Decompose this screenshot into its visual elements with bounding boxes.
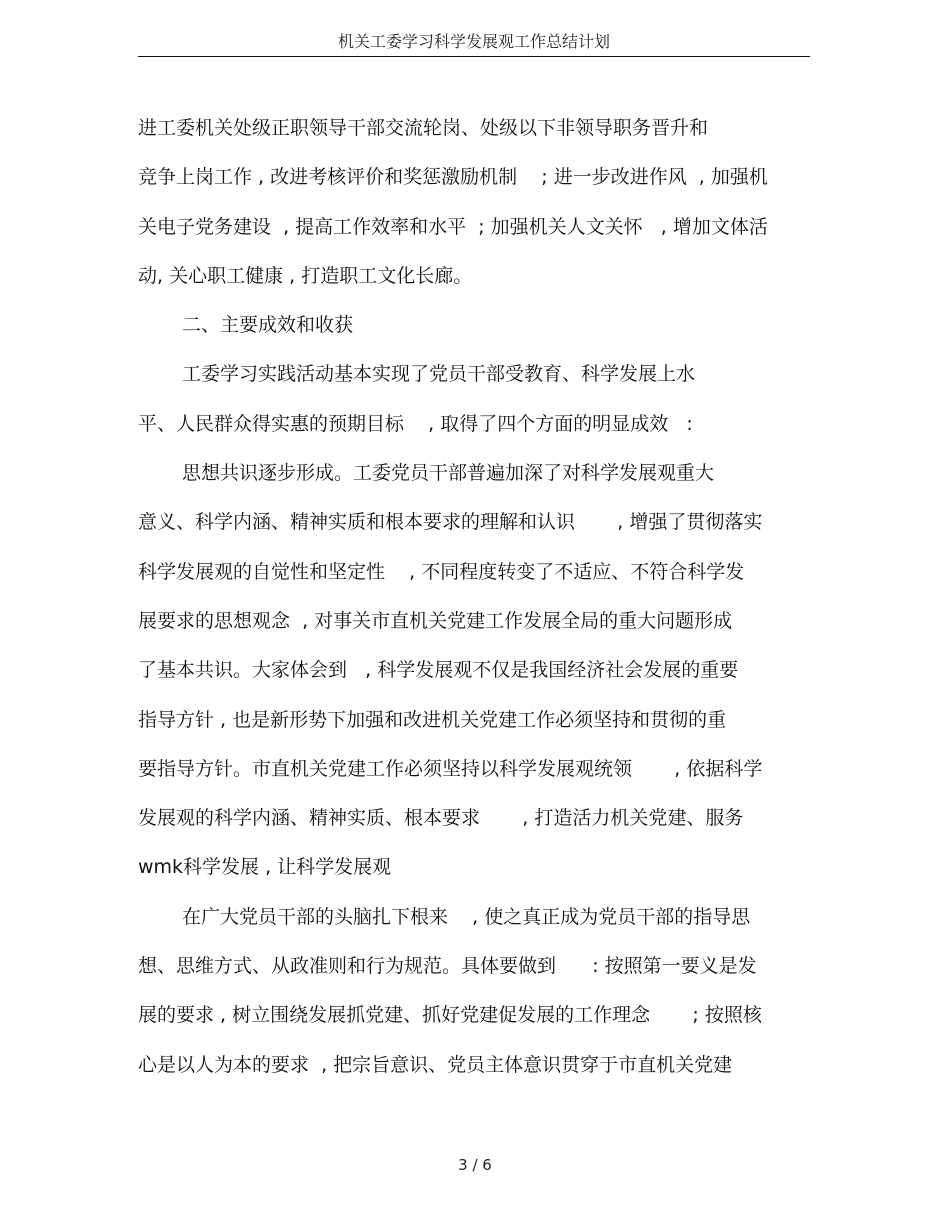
text-line: 想、思维方式、从政准则和行为规范。具体要做到 : 按照第一要义是发 [138, 955, 757, 978]
text-line: 要指导方针。市直机关党建工作必须坚持以科学发展观统领 , 依据科学 [138, 757, 763, 780]
text-line: 平、人民群众得实惠的预期目标 , 取得了四个方面的明显成效 : [138, 412, 693, 435]
text-line: 了基本共识。大家体会到 , 科学发展观不仅是我国经济社会发展的重要 [138, 659, 739, 682]
document-body [138, 110, 818, 1096]
text-line: 心是以人为本的要求 , 把宗旨意识、党员主体意识贯穿于市直机关党建 [138, 1053, 733, 1076]
text-line: 工委学习实践活动基本实现了党员干部受教育、科学发展上水 [182, 363, 696, 386]
page-number: 3 / 6 [458, 1156, 492, 1174]
text-line: 关电子党务建设 , 提高工作效率和水平 ; 加强机关人文关怀 , 增加文体活 [138, 215, 768, 238]
text-line: 思想共识逐步形成。工委党员干部普遍加深了对科学发展观重大 [182, 462, 715, 485]
text-line: 二、主要成效和收获 [182, 314, 354, 337]
text-line: 科学发展观的自觉性和坚定性 , 不同程度转变了不适应、不符合科学发 [138, 560, 745, 583]
text-line: 在广大党员干部的头脑扎下根来 , 使之真正成为党员干部的指导思 [182, 905, 751, 928]
text-line: 进工委机关处级正职领导干部交流轮岗、处级以下非领导职务晋升和 [138, 117, 709, 139]
text-line: 发展观的科学内涵、精神实质、根本要求 , 打造活力机关党建、服务 [138, 807, 744, 830]
text-line: 展的要求 , 树立围绕发展抓党建、抓好党建促发展的工作理念 ; 按照核 [138, 1004, 762, 1027]
text-line: 动, 关心职工健康 , 打造职工文化长廊。 [138, 264, 473, 287]
text-line: 竞争上岗工作 , 改进考核评价和奖惩激励机制 ; 进一步改进作风 , 加强机 [138, 166, 768, 189]
text-line: 指导方针 , 也是新形势下加强和改进机关党建工作必须坚持和贯彻的重 [138, 708, 727, 731]
text-line: 意义、科学内涵、精神实质和根本要求的理解和认识 , 增强了贯彻落实 [138, 511, 763, 534]
text-line: 展要求的思想观念 , 对事关市直机关党建工作发展全局的重大问题形成 [138, 609, 733, 632]
page-header-title: 机关工委学习科学发展观工作总结计划 [337, 32, 610, 51]
text-line: wmk科学发展 , 让科学发展观 [138, 856, 392, 879]
header-divider [138, 56, 810, 57]
